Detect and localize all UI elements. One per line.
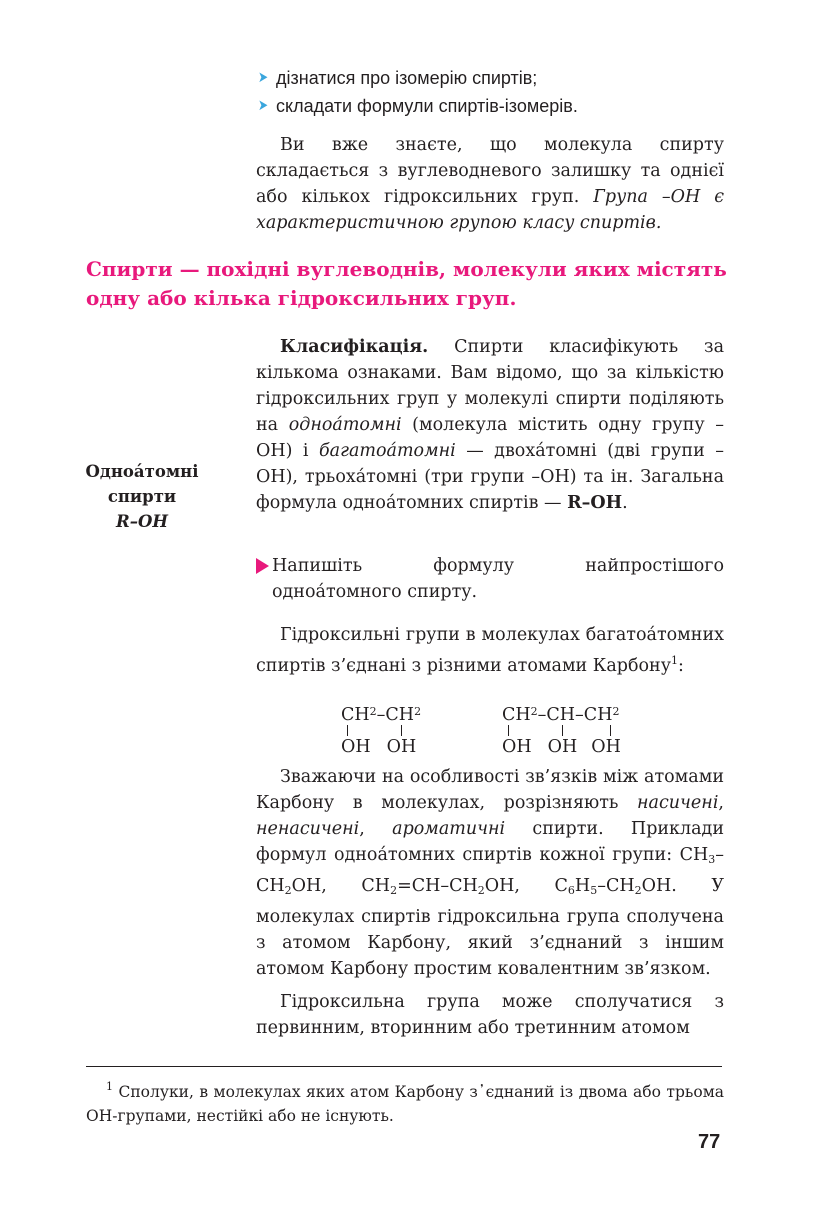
play-triangle-icon xyxy=(256,558,269,574)
bond-line xyxy=(508,725,509,736)
subscript: 6 xyxy=(567,884,575,897)
term-monohydric: одноáтомні xyxy=(288,415,402,435)
goal-item xyxy=(256,64,726,92)
definition: Спирти — похідні вуглеводнів, молекули яких містять одну або кілька гідроксильних груп. xyxy=(86,257,727,310)
learning-goals xyxy=(256,64,726,120)
text-run: спирти. Приклади формул одноáтомних спиртів кожної групи: xyxy=(256,819,724,865)
subscript: 2 xyxy=(390,884,398,897)
group: OH xyxy=(591,737,621,757)
group: OH xyxy=(502,737,532,757)
classification-heading: Класифікація. xyxy=(280,337,429,357)
structure-top xyxy=(341,705,421,725)
term-unsaturated: ненасичені xyxy=(256,819,360,839)
task-text: Напишіть формулу найпростішого одноáтомного спирту. xyxy=(272,556,724,602)
subscript: 2 xyxy=(634,884,642,897)
atom: –CH–CH xyxy=(537,705,613,725)
goal-text: складати формули спиртів-ізомерів. xyxy=(276,96,578,116)
page-number: 77 xyxy=(698,1131,721,1153)
bonds xyxy=(502,725,621,737)
structure-bottom xyxy=(502,737,621,757)
subscript: 2 xyxy=(477,884,485,897)
term-aromatic: ароматичні xyxy=(392,819,506,839)
bond-line xyxy=(562,725,563,736)
text-run: (молекула містить одну групу –ОН) і xyxy=(256,415,724,461)
structure-glycerol xyxy=(502,705,621,757)
text-run: — двохáтомні (дві групи –ОН), трьохáтомні (три групи –ОН) та ін. Загальна формула одноáтомних спиртів — xyxy=(256,441,724,513)
footnote-marker: 1 xyxy=(106,1080,113,1093)
footnote xyxy=(86,1075,724,1128)
bond-line xyxy=(610,725,611,736)
goal-text: дізнатися про ізомерію спиртів; xyxy=(276,68,538,88)
text-run: Зважаючи на особливості зв’язків між атомами Карбону в молекулах, розрізняють xyxy=(256,767,724,813)
chevron-right-icon: ➤ xyxy=(258,97,269,114)
task xyxy=(256,553,724,605)
spacer xyxy=(371,737,387,757)
text-run: . xyxy=(622,493,628,513)
term-polyhydric: багатоáтомні xyxy=(319,441,456,461)
formula-part: –CH xyxy=(597,876,635,896)
footnote-ref: 1 xyxy=(671,654,678,667)
formula-part: =CH–CH xyxy=(397,876,478,896)
bond-line xyxy=(401,725,402,736)
bond-line xyxy=(347,725,348,736)
text-run: , xyxy=(718,793,724,813)
subscript: 3 xyxy=(708,853,716,866)
subscript: 2 xyxy=(369,705,377,718)
margin-note-line: спирти xyxy=(107,487,177,506)
formula-part: OH, CH xyxy=(291,876,391,896)
subscript: 5 xyxy=(590,884,598,897)
polyatomic-paragraph xyxy=(256,622,724,679)
margin-note xyxy=(84,459,200,534)
classification-paragraph xyxy=(256,334,724,516)
text-run: : xyxy=(678,656,684,676)
formula-part: CH xyxy=(679,845,709,865)
formula-part: OH, C xyxy=(484,876,568,896)
atom: –CH xyxy=(376,705,415,725)
intro-paragraph xyxy=(256,132,724,236)
margin-note-formula: R–OH xyxy=(116,512,168,531)
spacer xyxy=(532,737,548,757)
last-paragraph xyxy=(256,989,724,1041)
general-formula: R–OH xyxy=(567,493,623,513)
formula-part: H xyxy=(574,876,591,896)
formula-part: OH. xyxy=(641,876,677,896)
spacer xyxy=(577,737,591,757)
types-paragraph xyxy=(256,764,724,982)
atom: CH xyxy=(502,705,531,725)
formula-part: –CH xyxy=(256,845,724,896)
text-run: , xyxy=(359,819,393,839)
intro-italic: Група –ОН є характеристичною групою класу спиртів. xyxy=(256,187,724,233)
text-run: Гідроксильні групи в молекулах багатоáтомних спиртів з’єднані з різними атомами Карбону xyxy=(256,625,724,676)
structure-ethylene-glycol xyxy=(341,705,421,757)
intro-text: Ви вже знаєте, що молекула спирту складається з вуглеводневого залишку та однієї або кількох гідроксильних груп. xyxy=(256,135,724,207)
group: OH xyxy=(547,737,578,757)
atom: CH xyxy=(341,705,370,725)
subscript: 2 xyxy=(612,705,620,718)
text-run: У молекулах спиртів гідроксильна група сполучена з атомом Карбону, який з’єднаний з іншим атомом Карбону простим ковалентним зв’язком. xyxy=(256,876,724,979)
subscript: 2 xyxy=(414,705,422,718)
chevron-right-icon: ➤ xyxy=(258,69,269,86)
term-saturated: насичені xyxy=(637,793,719,813)
structure-bottom xyxy=(341,737,421,757)
text-run: Гідроксильна група може сполучатися з первинним, вторинним або третинним атомом xyxy=(256,992,724,1038)
subscript: 2 xyxy=(530,705,538,718)
group: OH xyxy=(341,737,371,757)
margin-note-line: Одноáтомні xyxy=(85,462,199,481)
footnote-divider xyxy=(86,1066,722,1067)
bonds xyxy=(341,725,421,737)
structure-top xyxy=(502,705,621,725)
goal-item xyxy=(256,92,726,120)
group: OH xyxy=(386,737,417,757)
subscript: 2 xyxy=(284,884,292,897)
footnote-text: Сполуки, в молекулах яких атом Карбону з᾽єднаний із двома або трьома ОН-групами, нестійкі або не існують. xyxy=(86,1083,724,1125)
text-run: Спирти класифікують за кількома ознаками. Вам відомо, що за кількістю гідроксильних груп у молекулі спирти поділяють на xyxy=(256,337,724,435)
